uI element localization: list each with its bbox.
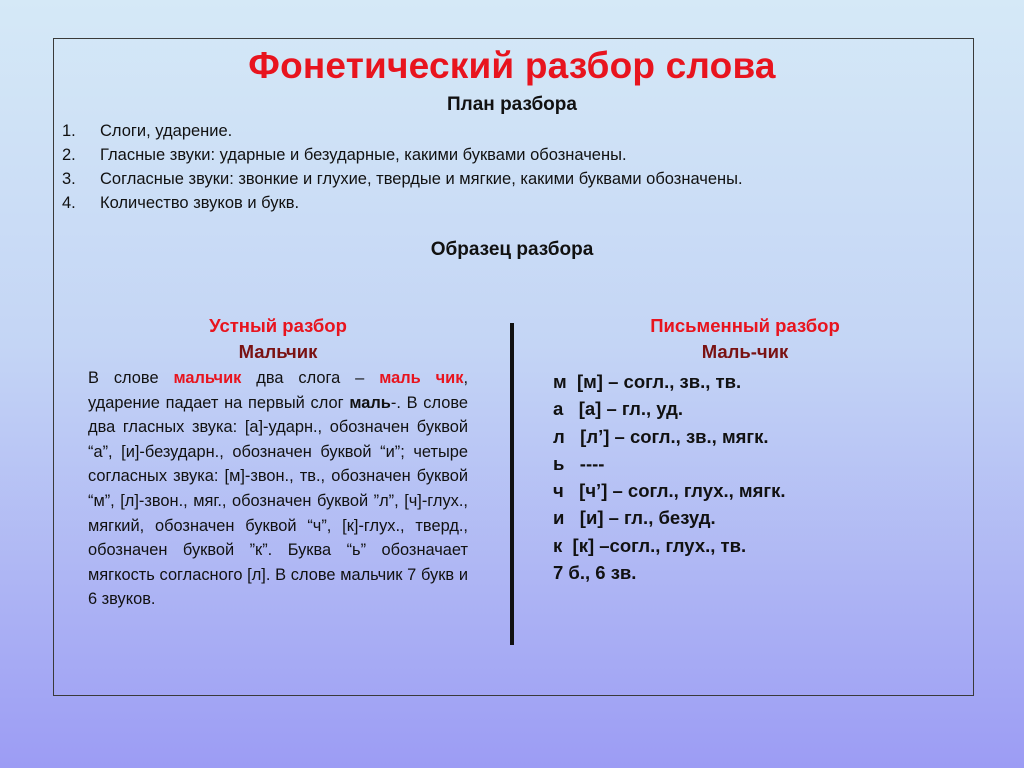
plan-item-number: 1. — [62, 122, 76, 140]
oral-analysis-heading — [88, 313, 468, 365]
written-analysis-title: Письменный разбор — [650, 315, 840, 336]
plan-item — [62, 119, 743, 143]
page-title: Фонетический разбор слова — [248, 45, 776, 86]
column-divider — [510, 323, 514, 645]
oral-text-part: В слове — [88, 369, 174, 387]
written-analysis-line: а [а] – гл., уд. — [553, 398, 684, 420]
highlight-syllables: маль чик — [379, 369, 464, 387]
oral-text-part: два слога – — [241, 369, 380, 387]
plan-item-number: 2. — [62, 146, 76, 164]
plan-item-text: Слоги, ударение. — [100, 122, 233, 140]
plan-item-text: Гласные звуки: ударные и безударные, какими буквами обозначены. — [100, 146, 627, 164]
highlight-word: мальчик — [173, 369, 242, 387]
written-analysis-list — [553, 368, 786, 586]
written-analysis-summary: 7 б., 6 зв. — [553, 562, 637, 584]
plan-item-number: 4. — [62, 194, 76, 212]
oral-analysis-text — [88, 366, 468, 612]
plan-list — [62, 119, 743, 215]
oral-text-part: -. В слове два гласных звука: [а]-ударн., обозначен буквой “а”, [и]-безударн., обозначен буквой “и”; четыре согласных звука: [м]-звон., тв., обозначен буквой “м”, [л]-звон., мяг., обозначен буквой ”л”, [ч]-глух., мягкий, обозначен буквой “ч”, [к]-глух., тверд., обозначен буквой ”к”. Буква “ь” обозначает мягкость согласного [л]. В слове мальчик 7 букв и 6 звуков. — [88, 393, 468, 609]
written-analysis-word: Маль-чик — [701, 341, 789, 362]
plan-item — [62, 143, 743, 167]
oral-text-part: , ударение падает на первый слог — [88, 369, 468, 412]
plan-item — [62, 191, 743, 215]
oral-analysis-word: Мальчик — [238, 341, 318, 362]
written-analysis-line: ь ---- — [553, 452, 605, 474]
written-analysis-line: ч [ч’] – согл., глух., мягк. — [553, 480, 786, 502]
written-analysis-line: м [м] – согл., зв., тв. — [553, 371, 742, 392]
written-analysis-line: л [л’] – согл., зв., мягк. — [553, 425, 769, 447]
sample-heading: Образец разбора — [430, 239, 594, 260]
plan-item — [62, 167, 743, 191]
plan-heading: План разбора — [447, 94, 577, 115]
written-analysis-line: и [и] – гл., безуд. — [553, 507, 716, 529]
plan-item-text: Количество звуков и букв. — [100, 194, 300, 212]
written-analysis-heading — [560, 313, 930, 365]
written-analysis-line: к [к] –согл., глух., тв. — [553, 534, 747, 556]
stressed-syllable: маль — [349, 393, 391, 412]
plan-item-text: Согласные звуки: звонкие и глухие, твердые и мягкие, какими буквами обозначены. — [100, 170, 743, 188]
plan-item-number: 3. — [62, 170, 76, 188]
oral-analysis-title: Устный разбор — [209, 315, 347, 336]
